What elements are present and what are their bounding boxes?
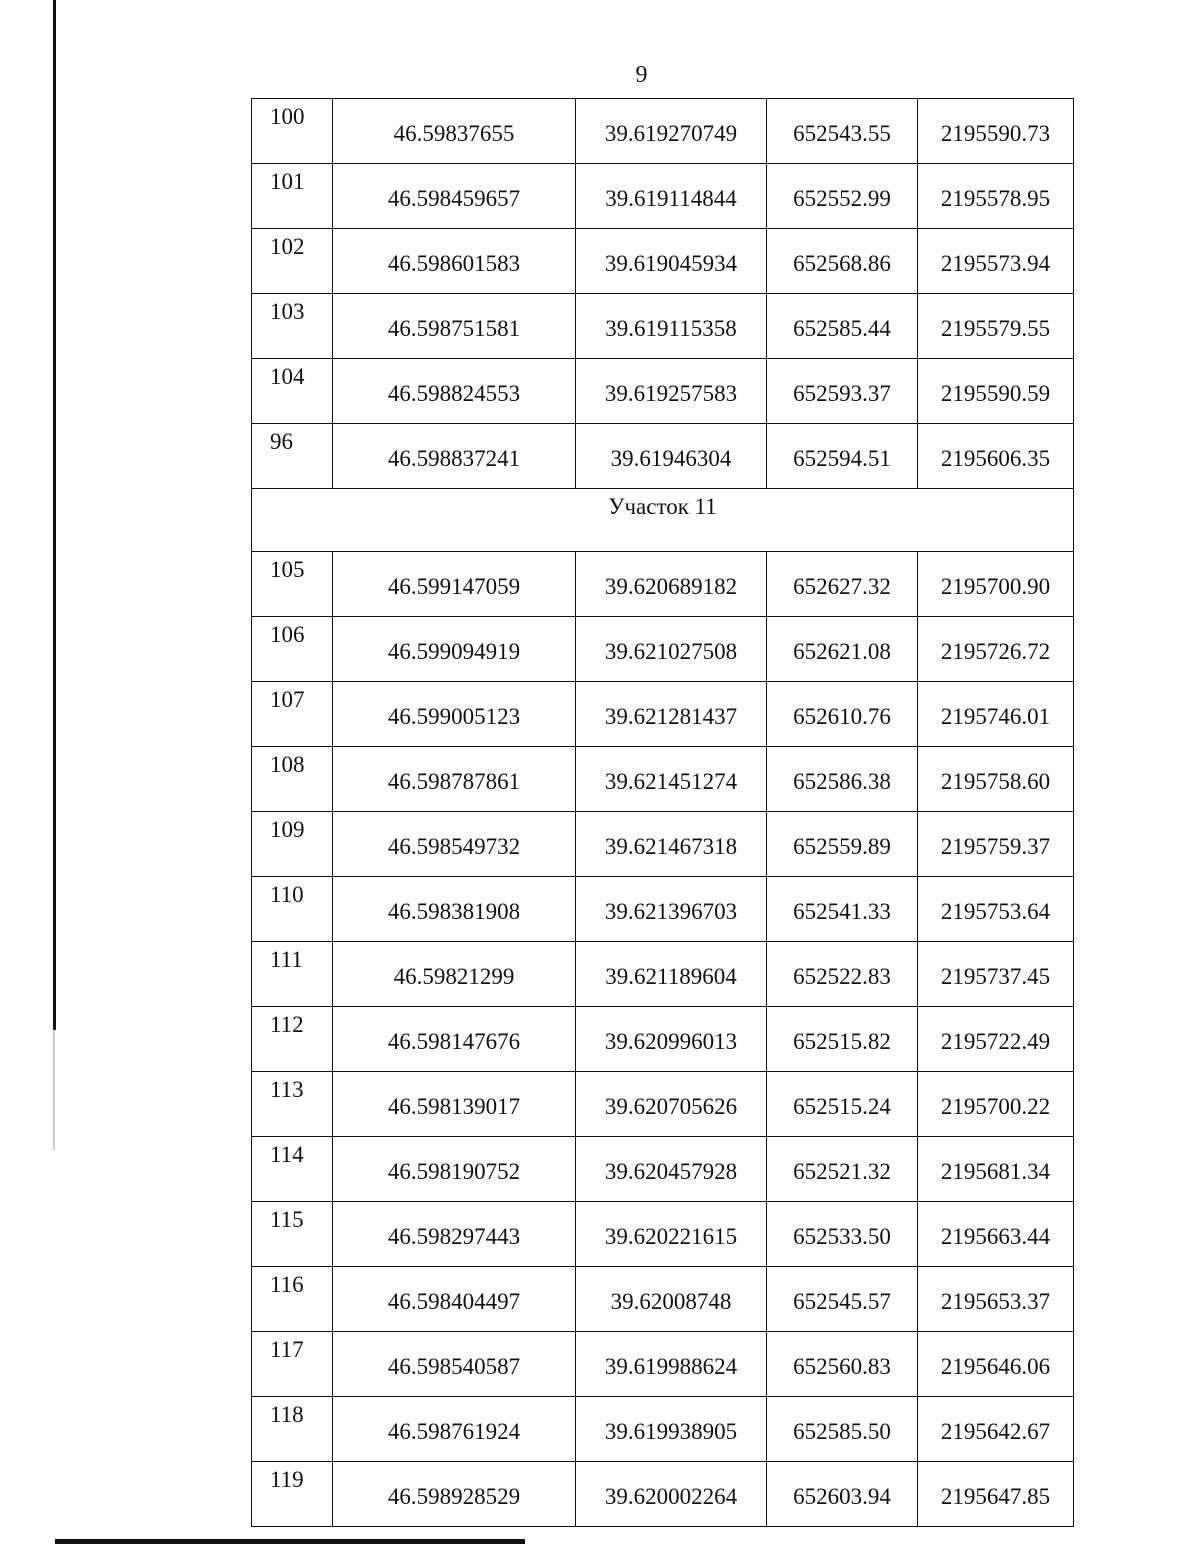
- table-row: [252, 99, 1074, 164]
- latitude-cell: 46.598540587: [333, 1332, 576, 1397]
- latitude-cell: 46.598147676: [333, 1007, 576, 1072]
- longitude-cell: 39.619257583: [576, 359, 767, 424]
- scan-edge-bottom: [55, 1539, 525, 1544]
- point-number: 108: [252, 747, 333, 812]
- x-coordinate-cell: 652522.83: [767, 942, 918, 1007]
- x-coordinate-cell: 652541.33: [767, 877, 918, 942]
- table-row: [252, 1267, 1074, 1332]
- point-number: 104: [252, 359, 333, 424]
- x-coordinate-cell: 652521.32: [767, 1137, 918, 1202]
- table-row: [252, 1332, 1074, 1397]
- table-row: [252, 359, 1074, 424]
- latitude-cell: 46.598761924: [333, 1397, 576, 1462]
- longitude-cell: 39.621451274: [576, 747, 767, 812]
- latitude-cell: 46.598297443: [333, 1202, 576, 1267]
- latitude-cell: 46.59821299: [333, 942, 576, 1007]
- point-number: 119: [252, 1462, 333, 1527]
- table-row: [252, 424, 1074, 489]
- table-row: [252, 617, 1074, 682]
- coordinates-table: [251, 98, 1074, 1527]
- longitude-cell: 39.620996013: [576, 1007, 767, 1072]
- table-row: [252, 747, 1074, 812]
- point-number: 96: [252, 424, 333, 489]
- longitude-cell: 39.620689182: [576, 552, 767, 617]
- section-header-row: [252, 489, 1074, 552]
- table-row: [252, 1397, 1074, 1462]
- table-row: [252, 942, 1074, 1007]
- x-coordinate-cell: 652533.50: [767, 1202, 918, 1267]
- y-coordinate-cell: 2195722.49: [918, 1007, 1074, 1072]
- longitude-cell: 39.619270749: [576, 99, 767, 164]
- point-number: 111: [252, 942, 333, 1007]
- longitude-cell: 39.61946304: [576, 424, 767, 489]
- x-coordinate-cell: 652610.76: [767, 682, 918, 747]
- y-coordinate-cell: 2195753.64: [918, 877, 1074, 942]
- y-coordinate-cell: 2195663.44: [918, 1202, 1074, 1267]
- latitude-cell: 46.598837241: [333, 424, 576, 489]
- point-number: 114: [252, 1137, 333, 1202]
- latitude-cell: 46.598787861: [333, 747, 576, 812]
- y-coordinate-cell: 2195579.55: [918, 294, 1074, 359]
- table-row: [252, 1072, 1074, 1137]
- scan-edge-left-faint: [53, 1030, 55, 1150]
- longitude-cell: 39.619988624: [576, 1332, 767, 1397]
- longitude-cell: 39.621281437: [576, 682, 767, 747]
- section-title: Участок 11: [252, 489, 1074, 552]
- longitude-cell: 39.619115358: [576, 294, 767, 359]
- y-coordinate-cell: 2195746.01: [918, 682, 1074, 747]
- x-coordinate-cell: 652593.37: [767, 359, 918, 424]
- table-row: [252, 1462, 1074, 1527]
- point-number: 100: [252, 99, 333, 164]
- longitude-cell: 39.621396703: [576, 877, 767, 942]
- page-number: 9: [635, 62, 648, 88]
- table-row: [252, 229, 1074, 294]
- x-coordinate-cell: 652515.82: [767, 1007, 918, 1072]
- latitude-cell: 46.598139017: [333, 1072, 576, 1137]
- scan-edge-left: [53, 0, 56, 1030]
- longitude-cell: 39.620002264: [576, 1462, 767, 1527]
- y-coordinate-cell: 2195681.34: [918, 1137, 1074, 1202]
- y-coordinate-cell: 2195759.37: [918, 812, 1074, 877]
- x-coordinate-cell: 652545.57: [767, 1267, 918, 1332]
- x-coordinate-cell: 652543.55: [767, 99, 918, 164]
- table-row: [252, 552, 1074, 617]
- point-number: 113: [252, 1072, 333, 1137]
- point-number: 109: [252, 812, 333, 877]
- y-coordinate-cell: 2195653.37: [918, 1267, 1074, 1332]
- latitude-cell: 46.598549732: [333, 812, 576, 877]
- longitude-cell: 39.620705626: [576, 1072, 767, 1137]
- x-coordinate-cell: 652568.86: [767, 229, 918, 294]
- latitude-cell: 46.598601583: [333, 229, 576, 294]
- latitude-cell: 46.598381908: [333, 877, 576, 942]
- point-number: 101: [252, 164, 333, 229]
- y-coordinate-cell: 2195642.67: [918, 1397, 1074, 1462]
- table-row: [252, 682, 1074, 747]
- latitude-cell: 46.599147059: [333, 552, 576, 617]
- x-coordinate-cell: 652560.83: [767, 1332, 918, 1397]
- y-coordinate-cell: 2195606.35: [918, 424, 1074, 489]
- latitude-cell: 46.598190752: [333, 1137, 576, 1202]
- longitude-cell: 39.621467318: [576, 812, 767, 877]
- longitude-cell: 39.620457928: [576, 1137, 767, 1202]
- latitude-cell: 46.599005123: [333, 682, 576, 747]
- table-row: [252, 812, 1074, 877]
- y-coordinate-cell: 2195700.22: [918, 1072, 1074, 1137]
- y-coordinate-cell: 2195700.90: [918, 552, 1074, 617]
- table-row: [252, 164, 1074, 229]
- x-coordinate-cell: 652594.51: [767, 424, 918, 489]
- latitude-cell: 46.598824553: [333, 359, 576, 424]
- x-coordinate-cell: 652603.94: [767, 1462, 918, 1527]
- x-coordinate-cell: 652585.50: [767, 1397, 918, 1462]
- longitude-cell: 39.619114844: [576, 164, 767, 229]
- y-coordinate-cell: 2195578.95: [918, 164, 1074, 229]
- point-number: 118: [252, 1397, 333, 1462]
- x-coordinate-cell: 652585.44: [767, 294, 918, 359]
- longitude-cell: 39.621027508: [576, 617, 767, 682]
- latitude-cell: 46.598751581: [333, 294, 576, 359]
- point-number: 116: [252, 1267, 333, 1332]
- longitude-cell: 39.620221615: [576, 1202, 767, 1267]
- point-number: 115: [252, 1202, 333, 1267]
- table-row: [252, 1202, 1074, 1267]
- x-coordinate-cell: 652559.89: [767, 812, 918, 877]
- longitude-cell: 39.621189604: [576, 942, 767, 1007]
- point-number: 102: [252, 229, 333, 294]
- point-number: 110: [252, 877, 333, 942]
- table-row: [252, 877, 1074, 942]
- x-coordinate-cell: 652621.08: [767, 617, 918, 682]
- point-number: 107: [252, 682, 333, 747]
- latitude-cell: 46.598404497: [333, 1267, 576, 1332]
- x-coordinate-cell: 652586.38: [767, 747, 918, 812]
- latitude-cell: 46.598459657: [333, 164, 576, 229]
- y-coordinate-cell: 2195590.59: [918, 359, 1074, 424]
- x-coordinate-cell: 652627.32: [767, 552, 918, 617]
- longitude-cell: 39.62008748: [576, 1267, 767, 1332]
- x-coordinate-cell: 652552.99: [767, 164, 918, 229]
- latitude-cell: 46.59837655: [333, 99, 576, 164]
- y-coordinate-cell: 2195647.85: [918, 1462, 1074, 1527]
- point-number: 106: [252, 617, 333, 682]
- table-row: [252, 1007, 1074, 1072]
- point-number: 117: [252, 1332, 333, 1397]
- table-row: [252, 294, 1074, 359]
- latitude-cell: 46.599094919: [333, 617, 576, 682]
- longitude-cell: 39.619938905: [576, 1397, 767, 1462]
- y-coordinate-cell: 2195737.45: [918, 942, 1074, 1007]
- coordinates-table-body: [252, 99, 1074, 1527]
- y-coordinate-cell: 2195726.72: [918, 617, 1074, 682]
- longitude-cell: 39.619045934: [576, 229, 767, 294]
- x-coordinate-cell: 652515.24: [767, 1072, 918, 1137]
- point-number: 112: [252, 1007, 333, 1072]
- y-coordinate-cell: 2195646.06: [918, 1332, 1074, 1397]
- y-coordinate-cell: 2195758.60: [918, 747, 1074, 812]
- latitude-cell: 46.598928529: [333, 1462, 576, 1527]
- table-row: [252, 1137, 1074, 1202]
- point-number: 105: [252, 552, 333, 617]
- y-coordinate-cell: 2195590.73: [918, 99, 1074, 164]
- point-number: 103: [252, 294, 333, 359]
- y-coordinate-cell: 2195573.94: [918, 229, 1074, 294]
